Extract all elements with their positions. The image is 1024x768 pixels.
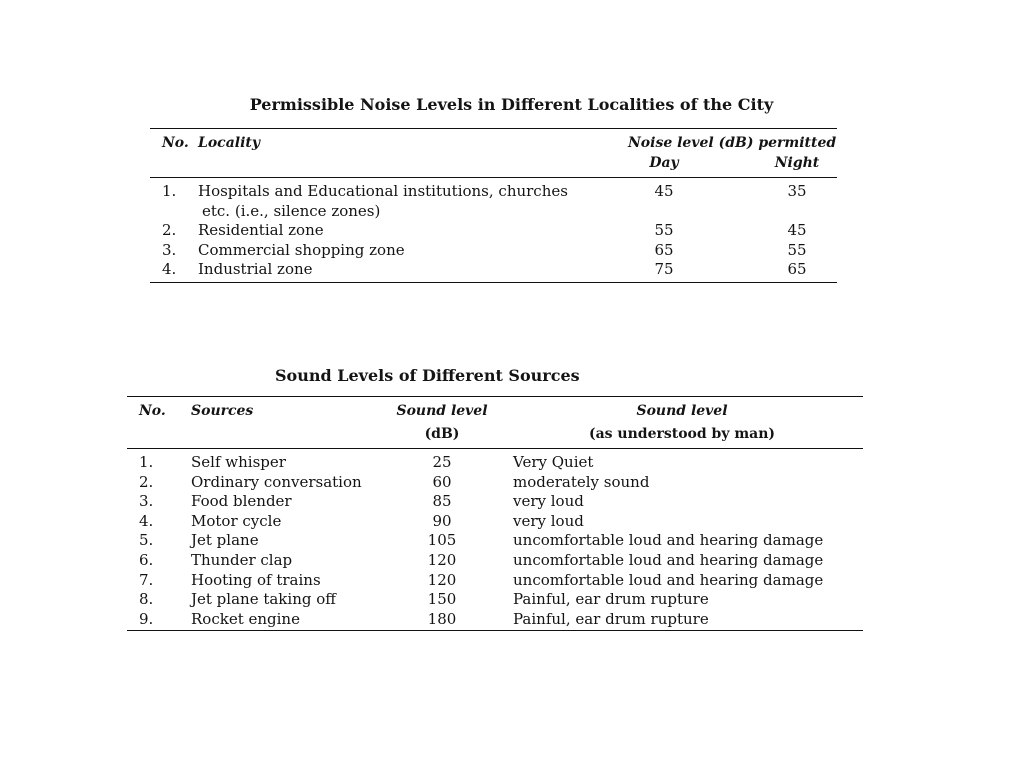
- row-db: 150: [427, 590, 457, 609]
- row-perception: Painful, ear drum rupture: [513, 609, 709, 628]
- header-no: No.: [162, 135, 189, 151]
- row-db: 85: [432, 492, 452, 511]
- row-perception: uncomfortable loud and hearing damage: [513, 531, 824, 550]
- row-no: 5.: [139, 531, 154, 550]
- row-no: 8.: [139, 590, 154, 609]
- header-night: Night: [774, 155, 820, 171]
- table-row: [127, 610, 863, 630]
- row-db: 25: [432, 453, 452, 471]
- row-db: 60: [432, 472, 452, 491]
- row-day: 65: [654, 240, 674, 259]
- row-perception: uncomfortable loud and hearing damage: [513, 550, 824, 569]
- row-no: 4.: [162, 260, 177, 279]
- row-source: Jet plane taking off: [191, 590, 336, 609]
- row-source: Jet plane: [191, 531, 259, 550]
- table2-top-rule: [127, 396, 863, 397]
- row-no: 2.: [162, 221, 177, 239]
- row-locality: Industrial zone: [198, 260, 313, 279]
- row-no: 4.: [139, 511, 154, 530]
- row-locality: Commercial shopping zone: [198, 240, 405, 259]
- table1-caption: Permissible Noise Levels in Different Localities of the City: [249, 95, 774, 114]
- row-no: 3.: [162, 240, 177, 259]
- table-row: [127, 590, 863, 610]
- row-night: 65: [787, 260, 807, 279]
- row-perception: Painful, ear drum rupture: [513, 590, 709, 609]
- noise-levels-table: [150, 95, 837, 283]
- row-locality-line2: etc. (i.e., silence zones): [202, 201, 381, 220]
- row-source: Motor cycle: [191, 511, 282, 530]
- header-sources: Sources: [191, 403, 254, 419]
- row-night: 45: [787, 221, 807, 239]
- header-noise-level: Noise level (dB) permitted: [628, 135, 837, 151]
- header-no: No.: [139, 403, 166, 419]
- row-locality: Hospitals and Educational institutions, churches: [198, 182, 568, 200]
- table1-top-rule: [150, 128, 837, 129]
- row-db: 120: [427, 550, 457, 569]
- table-row: [150, 241, 837, 261]
- table-row: [127, 473, 863, 493]
- table-row: [150, 221, 837, 241]
- table2-caption: Sound Levels of Different Sources: [275, 366, 580, 385]
- row-source: Rocket engine: [191, 609, 300, 628]
- table-row: [127, 551, 863, 571]
- row-no: 9.: [139, 609, 154, 628]
- row-night: 55: [787, 240, 807, 259]
- row-no: 7.: [139, 570, 154, 589]
- table-row: [127, 571, 863, 591]
- table1-header-row: [150, 134, 837, 154]
- table-row: [127, 531, 863, 551]
- row-perception: very loud: [513, 511, 584, 530]
- table-row: [127, 453, 863, 473]
- header-sound-level: Sound level: [396, 403, 488, 419]
- row-perception: very loud: [513, 492, 584, 511]
- header-locality: Locality: [198, 135, 261, 151]
- sound-levels-table: [127, 366, 863, 631]
- table2-header-row: [127, 402, 863, 422]
- row-db: 120: [427, 570, 457, 589]
- row-db: 90: [432, 511, 452, 530]
- table2-subheader-row: [127, 425, 863, 445]
- table-row: [127, 512, 863, 532]
- header-day: Day: [649, 155, 679, 171]
- header-understood: (as understood by man): [588, 426, 776, 442]
- row-no: 1.: [162, 182, 177, 200]
- row-perception: moderately sound: [513, 472, 650, 491]
- table2-bottom-rule: [127, 630, 863, 631]
- table-row: [150, 260, 837, 280]
- row-db: 105: [427, 531, 457, 550]
- row-no: 3.: [139, 492, 154, 511]
- row-no: 6.: [139, 550, 154, 569]
- table-row: [150, 182, 837, 221]
- table1-subheader-row: [150, 154, 837, 174]
- header-sound-level-man: Sound level: [636, 403, 728, 419]
- table1-bottom-rule: [150, 282, 837, 283]
- row-source: Thunder clap: [191, 550, 293, 569]
- row-locality: Residential zone: [198, 221, 324, 239]
- row-source: Food blender: [191, 492, 292, 511]
- table-row: [127, 492, 863, 512]
- row-source: Self whisper: [191, 453, 286, 471]
- row-db: 180: [427, 609, 457, 628]
- row-source: Ordinary conversation: [191, 472, 362, 491]
- row-night: 35: [787, 182, 807, 200]
- row-no: 1.: [139, 453, 154, 471]
- row-no: 2.: [139, 472, 154, 491]
- row-day: 75: [654, 260, 674, 279]
- row-day: 45: [654, 182, 674, 200]
- row-source: Hooting of trains: [191, 570, 321, 589]
- row-perception: Very Quiet: [513, 453, 594, 471]
- row-perception: uncomfortable loud and hearing damage: [513, 570, 824, 589]
- row-day: 55: [654, 221, 674, 239]
- header-db: (dB): [424, 426, 460, 442]
